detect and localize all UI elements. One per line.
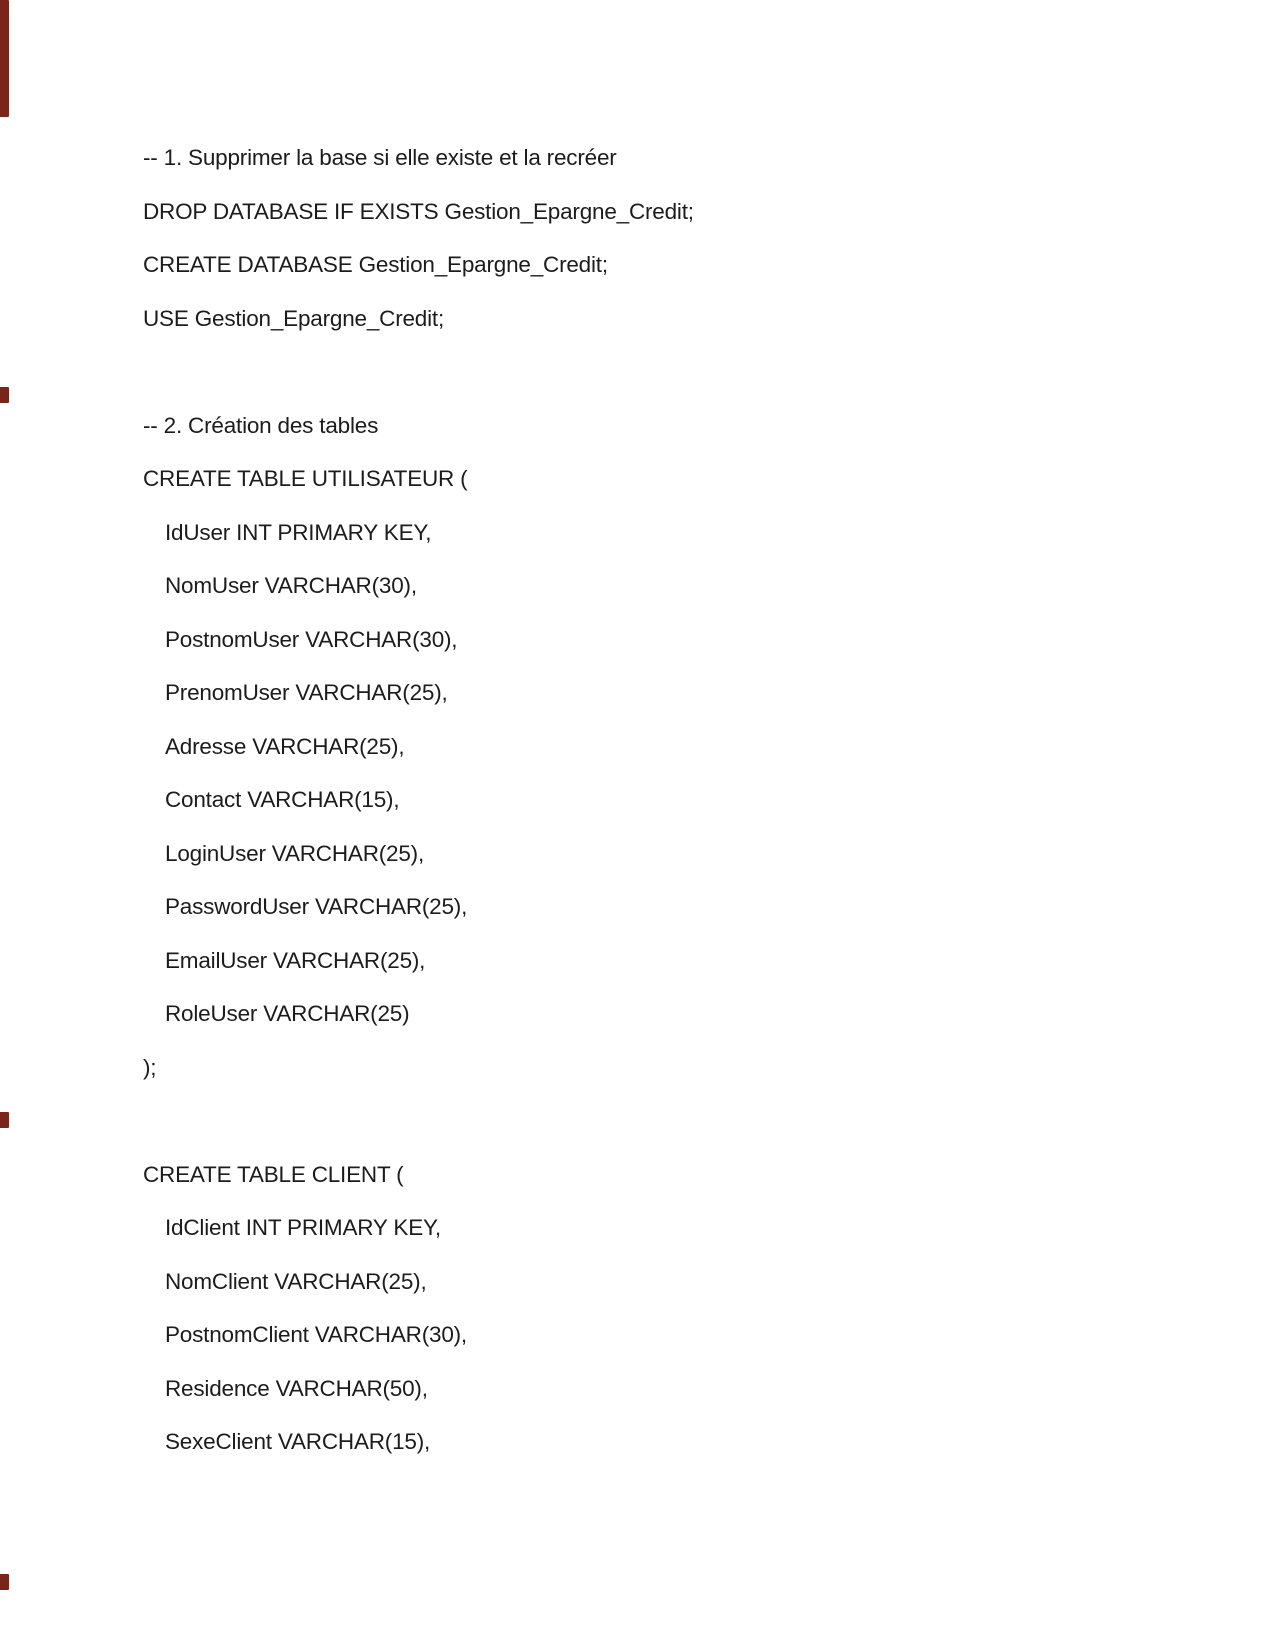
code-line: -- 1. Supprimer la base si elle existe et la recréer: [143, 145, 617, 170]
code-line: Contact VARCHAR(15),: [165, 787, 400, 812]
document-body: [143, 131, 1225, 1469]
code-line: CREATE DATABASE Gestion_Epargne_Credit;: [143, 252, 608, 277]
code-line: NomUser VARCHAR(30),: [165, 573, 417, 598]
code-line: RoleUser VARCHAR(25): [165, 1001, 410, 1026]
code-line: IdUser INT PRIMARY KEY,: [165, 519, 432, 545]
code-line: PrenomUser VARCHAR(25),: [165, 680, 448, 705]
code-line: PostnomClient VARCHAR(30),: [165, 1322, 467, 1347]
page-edge-mark: [0, 1112, 9, 1128]
code-line: DROP DATABASE IF EXISTS Gestion_Epargne_Credit;: [143, 198, 694, 224]
blank-line: [143, 345, 1225, 399]
code-line: NomClient VARCHAR(25),: [165, 1268, 427, 1294]
code-line: LoginUser VARCHAR(25),: [165, 840, 425, 866]
code-line: -- 2. Création des tables: [143, 412, 379, 438]
code-line: USE Gestion_Epargne_Credit;: [143, 305, 445, 331]
code-line: PasswordUser VARCHAR(25),: [165, 894, 468, 919]
page-edge-mark: [0, 0, 9, 117]
page-edge-mark: [0, 1574, 9, 1590]
code-line: SexeClient VARCHAR(15),: [165, 1429, 431, 1454]
code-line: CREATE TABLE CLIENT (: [143, 1161, 404, 1187]
code-line: EmailUser VARCHAR(25),: [165, 947, 426, 973]
blank-line: [143, 1094, 1225, 1148]
page-edge-mark: [0, 387, 9, 403]
code-line: );: [143, 1054, 157, 1080]
code-line: IdClient INT PRIMARY KEY,: [165, 1215, 441, 1240]
code-line: PostnomUser VARCHAR(30),: [165, 626, 458, 652]
code-line: Adresse VARCHAR(25),: [165, 733, 405, 759]
code-line: CREATE TABLE UTILISATEUR (: [143, 466, 468, 491]
code-line: Residence VARCHAR(50),: [165, 1375, 428, 1401]
